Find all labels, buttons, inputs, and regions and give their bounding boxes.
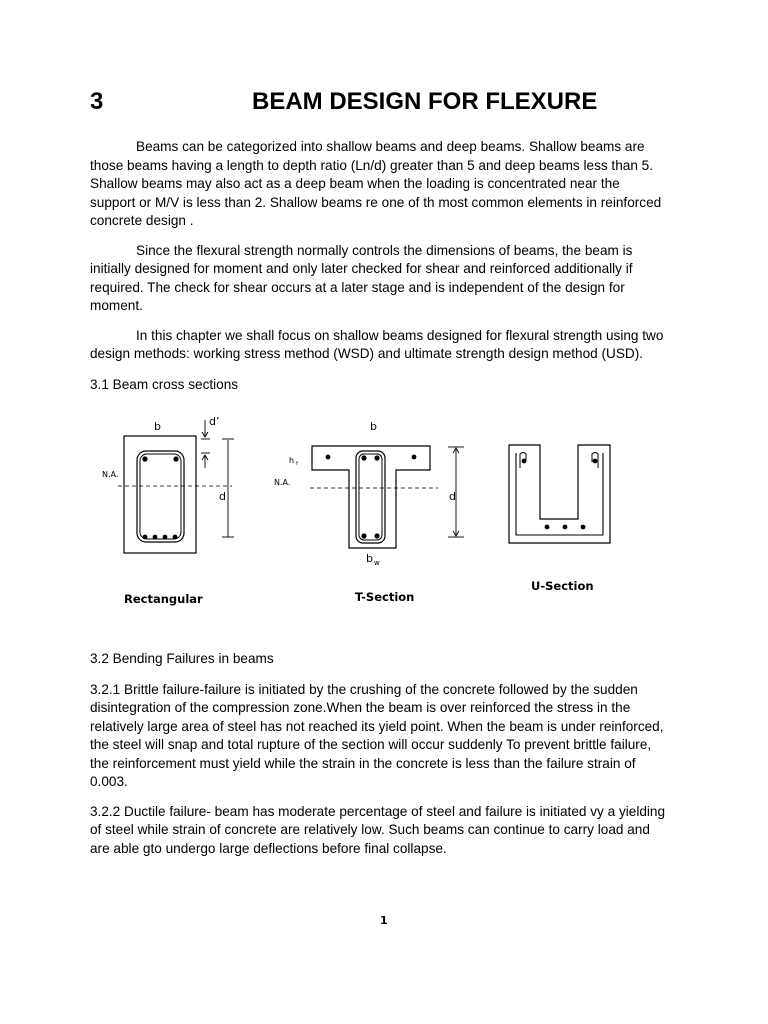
rect-bottom-bar <box>153 535 158 540</box>
t-d-label: d <box>449 490 456 503</box>
rect-bottom-bar <box>143 535 148 540</box>
rect-top-bar <box>142 456 147 461</box>
t-na-label: N.A. <box>274 478 291 487</box>
text-line: Beams can be categorized into shallow beams and deep beams. Shallow beams are <box>136 139 645 154</box>
u-bottom-bar <box>545 525 550 530</box>
t-hf-label: h $_f$ <box>289 456 298 467</box>
rect-bottom-bar <box>173 535 178 540</box>
rect-b-label: b <box>154 420 161 433</box>
rectangular-section <box>102 415 234 606</box>
rect-caption: Rectangular <box>124 592 203 606</box>
text-line: are able gto undergo large deflections before final collapse. <box>90 841 447 856</box>
t-top-bar <box>374 455 379 460</box>
text-line: moment. <box>90 298 143 313</box>
t-outline <box>312 446 430 548</box>
text-line: disintegration of the compression zone.When the beam is over reinforced the stress in the <box>90 700 631 715</box>
u-top-bar <box>522 459 527 464</box>
text-line: required. The check for shear occurs at a later stage and is independent of the design for <box>90 280 625 295</box>
t-stirrup-outer <box>356 451 385 543</box>
rect-d-label: d <box>219 490 226 503</box>
t-section <box>274 420 464 604</box>
chapter-number: 3 <box>90 88 104 115</box>
text-line: relatively large area of steel has not reached its yield point. When the beam is under reinforced, <box>90 719 664 734</box>
text-line: 3.2.2 Ductile failure- beam has moderate percentage of steel and failure is initiated vy a yielding <box>90 804 666 819</box>
t-flange-bar <box>326 455 331 460</box>
chapter-title: BEAM DESIGN FOR FLEXURE <box>252 88 598 115</box>
rect-dprime-label: d’ <box>209 415 220 428</box>
u-stirrup <box>516 453 603 535</box>
t-caption: T-Section <box>355 590 415 604</box>
u-section <box>509 445 610 593</box>
text-line: Shallow beams may also act as a deep beam when the loading is concentrated near the <box>90 176 620 191</box>
page-number: 1 <box>380 914 388 927</box>
t-flange-bar <box>412 455 417 460</box>
beam-cross-sections-figure <box>0 400 768 620</box>
text-line: initially designed for moment and only later checked for shear and reinforced additionally if <box>90 261 633 276</box>
t-bottom-bar <box>374 533 379 538</box>
text-line: of steel while strain of concrete are relatively low. Such beams can continue to carry load and <box>90 822 650 837</box>
rect-na-label: N.A. <box>102 470 119 479</box>
rect-top-bar <box>173 456 178 461</box>
rect-stirrup-outer <box>137 451 184 542</box>
u-bottom-bar <box>581 525 586 530</box>
t-bw-label: $b_w$ <box>366 552 380 567</box>
t-top-bar <box>361 455 366 460</box>
section-heading-3-1: 3.1 Beam cross sections <box>90 377 239 392</box>
text-line: design methods: working stress method (WSD) and ultimate strength design method (USD). <box>90 346 644 361</box>
u-caption: U-Section <box>531 579 594 593</box>
rect-stirrup-inner <box>140 454 181 539</box>
rect-bottom-bar <box>163 535 168 540</box>
text-line: In this chapter we shall focus on shallow beams designed for flexural strength using two <box>136 328 664 343</box>
text-line: support or M/V is less than 2. Shallow beams re one of th most common elements in reinforced <box>90 195 662 210</box>
text-line: 3.2.1 Brittle failure-failure is initiated by the crushing of the concrete followed by the sudden <box>90 682 638 697</box>
text-line: the reinforcement must yield while the strain in the concrete is less than the failure strain of <box>90 756 636 771</box>
text-line: concrete design . <box>90 213 194 228</box>
section-heading-3-2: 3.2 Bending Failures in beams <box>90 651 274 666</box>
text-line: the steel will snap and total rupture of the section will occur suddenly To prevent brittle failure, <box>90 737 652 752</box>
text-line: Since the flexural strength normally controls the dimensions of beams, the beam is <box>136 243 633 258</box>
u-bottom-bar <box>563 525 568 530</box>
t-bottom-bar <box>361 533 366 538</box>
t-b-label: b <box>370 420 377 433</box>
text-line: 0.003. <box>90 774 128 789</box>
t-stirrup-inner <box>359 454 382 540</box>
text-line: those beams having a length to depth ratio (Ln/d) greater than 5 and deep beams less than 5. <box>90 158 654 173</box>
u-top-bar <box>593 459 598 464</box>
